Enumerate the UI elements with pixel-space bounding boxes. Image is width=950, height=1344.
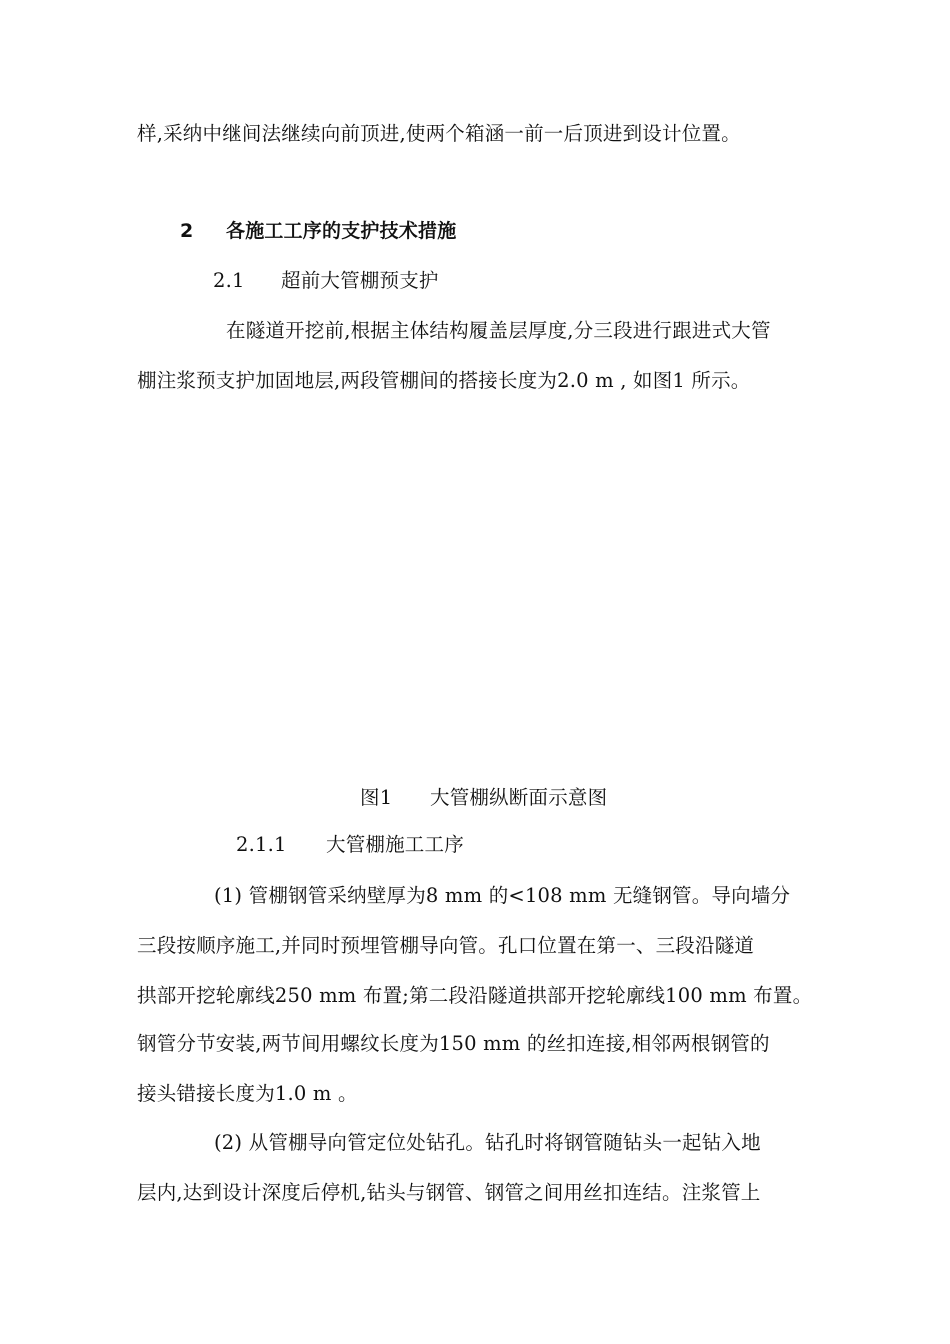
para3-line-1: (2) 从管棚导向管定位处钻孔。钻孔时将钢管随钻头一起钻入地 xyxy=(214,1131,761,1154)
para2-line-5: 接头错接长度为1.0 m 。 xyxy=(137,1082,358,1105)
para3-line-2: 层内,达到设计深度后停机,钻头与钢管、钢管之间用丝扣连结。注浆管上 xyxy=(137,1181,761,1204)
section-2-1-1-title: 大管棚施工工序 xyxy=(326,833,464,856)
para2-line-1: (1) 管棚钢管采纳壁厚为8 mm 的<108 mm 无缝钢管。导向墙分 xyxy=(214,884,791,907)
text-line-top: 样,采纳中继间法继续向前顶进,使两个箱涵一前一后顶进到设计位置。 xyxy=(137,122,741,145)
figure-caption xyxy=(360,785,607,811)
para2-line-3: 拱部开挖轮廓线250 mm 布置;第二段沿隧道拱部开挖轮廓线100 mm 布置。 xyxy=(137,984,813,1007)
section-2-heading xyxy=(180,218,456,244)
section-2-1-title: 超前大管棚预支护 xyxy=(281,269,439,292)
figure-caption-title: 大管棚纵断面示意图 xyxy=(430,786,608,809)
section-2-title: 各施工工序的支护技术措施 xyxy=(226,220,457,242)
section-2-1-heading xyxy=(213,268,439,294)
para2-line-2: 三段按顺序施工,并同时预埋管棚导向管。孔口位置在第一、三段沿隧道 xyxy=(137,934,755,957)
section-2-number: 2 xyxy=(180,220,194,242)
para1-line-2: 棚注浆预支护加固地层,两段管棚间的搭接长度为2.0 m , 如图1 所示。 xyxy=(137,369,751,392)
para2-line-4: 钢管分节安装,两节间用螺纹长度为150 mm 的丝扣连接,相邻两根钢管的 xyxy=(137,1032,770,1055)
section-2-1-1-number: 2.1.1 xyxy=(236,833,287,856)
para1-line-1: 在隧道开挖前,根据主体结构履盖层厚度,分三段进行跟进式大管 xyxy=(226,319,771,342)
figure-caption-label: 图1 xyxy=(360,786,393,809)
section-2-1-number: 2.1 xyxy=(213,269,245,292)
figure-placeholder xyxy=(137,410,852,770)
section-2-1-1-heading xyxy=(236,832,464,858)
